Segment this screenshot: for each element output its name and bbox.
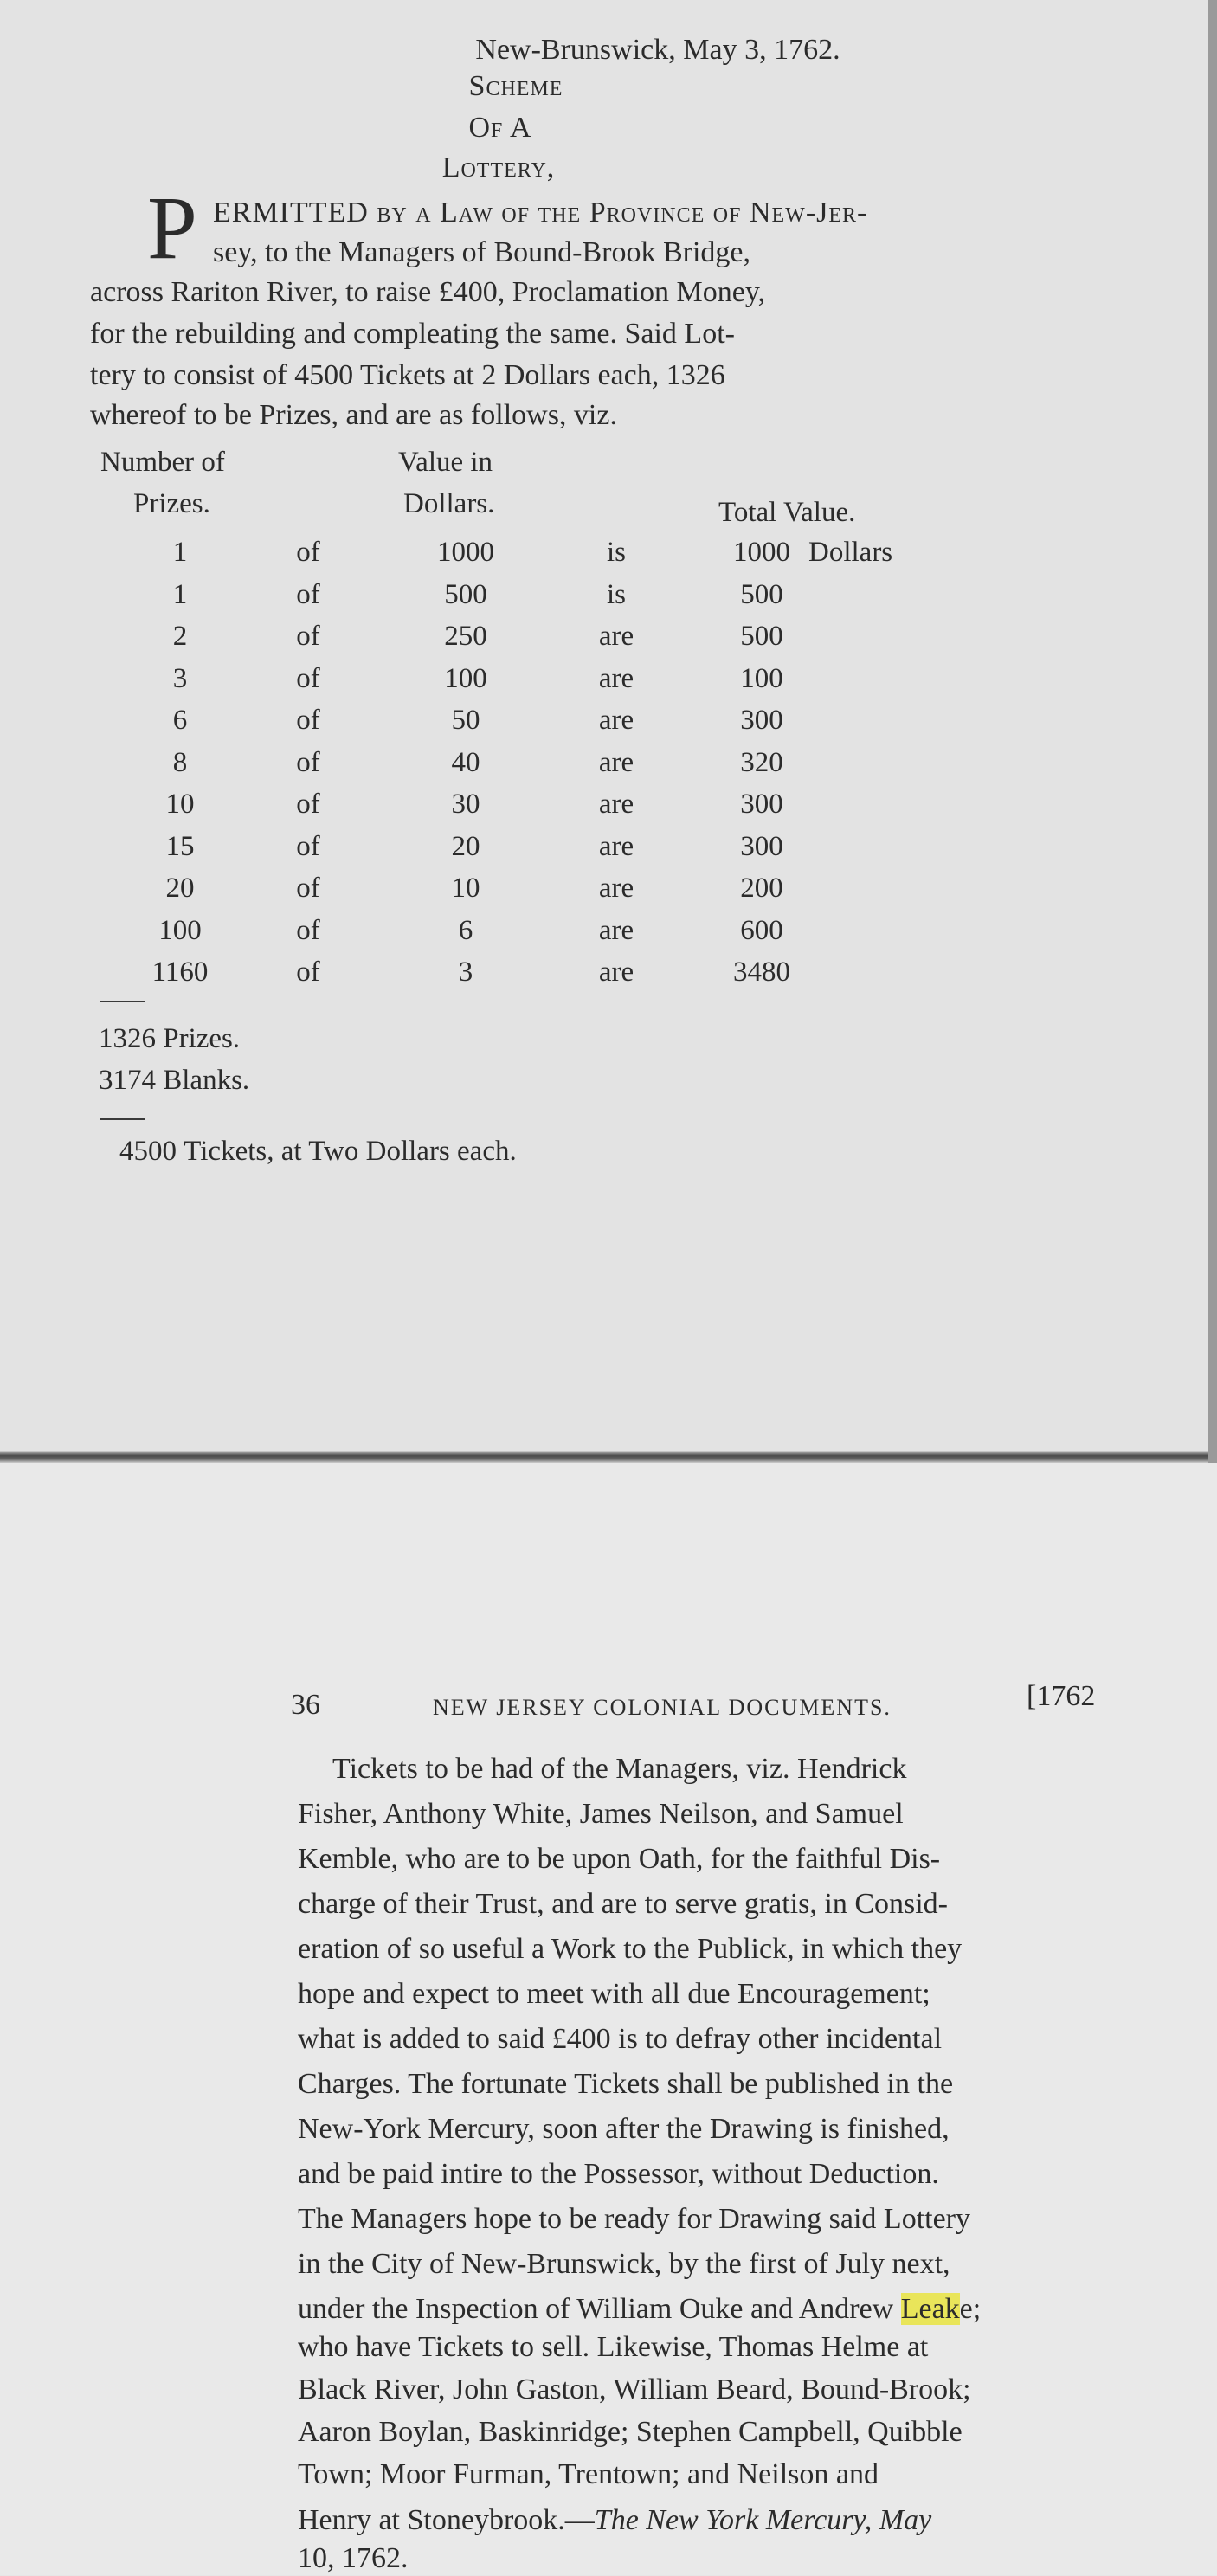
- cell-suffix: Dollars: [808, 537, 893, 568]
- summary-prizes-num: 1326: [99, 1023, 156, 1054]
- page-separator: [0, 1451, 1217, 1463]
- body-line: Black River, John Gaston, William Beard, Bound-Brook;: [298, 2373, 971, 2405]
- body-line: Aaron Boylan, Baskinridge; Stephen Campbell, Quibble: [298, 2416, 963, 2448]
- body-line: Charges. The fortunate Tickets shall be published in the: [298, 2068, 954, 2100]
- source-plain: Henry at Stoneybrook.—: [298, 2504, 595, 2536]
- cell-num: 100: [158, 914, 202, 946]
- cell-verb: is: [606, 537, 627, 568]
- body-line: who have Tickets to sell. Likewise, Thomas Helme at: [298, 2331, 929, 2363]
- header-value-in: Value in: [398, 447, 493, 478]
- header-total-value: Total Value.: [718, 497, 856, 528]
- summary-blanks: [99, 1063, 249, 1098]
- body-line: Fisher, Anthony White, James Neilson, and Samuel: [298, 1798, 904, 1830]
- body-line: what is added to said £400 is to defray other incidental: [298, 2023, 943, 2055]
- cell-value: 6: [458, 914, 473, 946]
- intro-line-2: sey, to the Managers of Bound-Brook Bridge,: [213, 236, 751, 268]
- cell-total: 300: [740, 789, 783, 820]
- summary-blanks-num: 3174: [99, 1065, 156, 1096]
- page-number: 36: [291, 1689, 320, 1721]
- summary-prizes: [99, 1021, 240, 1056]
- cell-of: of: [296, 830, 320, 862]
- cell-num: 6: [172, 705, 188, 736]
- cell-value: 20: [451, 830, 480, 862]
- cell-value: 500: [444, 578, 487, 610]
- cell-of: of: [296, 662, 320, 694]
- running-head: NEW JERSEY COLONIAL DOCUMENTS.: [433, 1695, 892, 1720]
- cell-num: 10: [165, 789, 195, 820]
- body-line: New-York Mercury, soon after the Drawing is finished,: [298, 2113, 950, 2145]
- summary-rule-1: [100, 1001, 145, 1002]
- cell-total: 300: [740, 705, 783, 736]
- cell-verb: are: [598, 873, 634, 904]
- cell-verb: are: [598, 705, 634, 736]
- cell-of: of: [296, 914, 320, 946]
- cell-total: 300: [740, 830, 783, 862]
- title-lottery: Lottery,: [441, 151, 556, 184]
- cell-value: 3: [458, 956, 473, 988]
- highlight-before: under the Inspection of William Ouke and Andrew: [298, 2293, 901, 2325]
- cell-of: of: [296, 705, 320, 736]
- cell-value: 1000: [437, 537, 494, 568]
- total-tickets-num: 4500: [119, 1136, 177, 1167]
- body-line: Kemble, who are to be upon Oath, for the faithful Dis-: [298, 1843, 941, 1875]
- cell-of: of: [296, 578, 320, 610]
- source-italic: The New York Mercury, May: [594, 2504, 932, 2536]
- summary-prizes-label: Prizes.: [163, 1023, 241, 1054]
- cell-total: 200: [740, 873, 783, 904]
- intro-line-1-text: ERMITTED by a Law of the Province of New-Jer-: [213, 196, 868, 229]
- cell-total: 320: [740, 746, 783, 778]
- cell-of: of: [296, 789, 320, 820]
- cell-num: 1: [172, 537, 188, 568]
- intro-line-1: [213, 196, 867, 230]
- dateline: New-Brunswick, May 3, 1762.: [475, 34, 840, 66]
- cell-value: 100: [444, 662, 487, 694]
- body-line: in the City of New-Brunswick, by the first of July next,: [298, 2248, 950, 2280]
- total-tickets-label: Tickets, at Two Dollars each.: [184, 1136, 517, 1167]
- cell-of: of: [296, 956, 320, 988]
- cell-verb: is: [606, 578, 627, 610]
- cell-total: 500: [740, 621, 783, 652]
- cell-num: 20: [165, 873, 195, 904]
- cell-num: 1: [172, 578, 188, 610]
- cell-verb: are: [598, 621, 634, 652]
- header-dollars: Dollars.: [403, 488, 495, 519]
- intro-line-6: whereof to be Prizes, and are as follows, viz.: [90, 399, 617, 431]
- cell-num: 15: [165, 830, 195, 862]
- cell-num: 1160: [151, 956, 209, 988]
- header-number-of: Number of: [100, 447, 225, 478]
- body-line-final: 10, 1762.: [298, 2542, 409, 2574]
- cell-num: 3: [172, 662, 188, 694]
- intro-line-5: tery to consist of 4500 Tickets at 2 Dollars each, 1326: [90, 359, 725, 391]
- body-line: and be paid intire to the Possessor, without Deduction.: [298, 2158, 939, 2190]
- cell-total: 1000: [733, 537, 790, 568]
- cell-verb: are: [598, 662, 634, 694]
- body-line: eration of so useful a Work to the Publick, in which they: [298, 1933, 963, 1965]
- cell-total: 100: [740, 662, 783, 694]
- cell-of: of: [296, 873, 320, 904]
- body-line: Tickets to be had of the Managers, viz. Hendrick: [332, 1753, 907, 1785]
- cell-verb: are: [598, 789, 634, 820]
- total-tickets: [119, 1134, 517, 1169]
- summary-rule-2: [100, 1118, 145, 1120]
- cell-num: 8: [172, 746, 188, 778]
- intro-line-4: for the rebuilding and compleating the same. Said Lot-: [90, 318, 735, 350]
- cell-of: of: [296, 621, 320, 652]
- cell-verb: are: [598, 830, 634, 862]
- cell-num: 2: [172, 621, 188, 652]
- cell-verb: are: [598, 746, 634, 778]
- cell-total: 500: [740, 578, 783, 610]
- cell-verb: are: [598, 914, 634, 946]
- cell-value: 50: [451, 705, 480, 736]
- cell-value: 30: [451, 789, 480, 820]
- title-scheme: Scheme: [468, 70, 563, 102]
- body-line: Town; Moor Furman, Trentown; and Neilson and: [298, 2458, 879, 2490]
- body-line: The Managers hope to be ready for Drawing said Lottery: [298, 2203, 971, 2235]
- body-line: charge of their Trust, and are to serve gratis, in Consid-: [298, 1888, 949, 1920]
- title-of-a: Of A: [468, 112, 532, 144]
- cell-total: 3480: [733, 956, 790, 988]
- page-year: [1762: [1027, 1680, 1096, 1712]
- cell-of: of: [296, 537, 320, 568]
- cell-verb: are: [598, 956, 634, 988]
- cell-value: 10: [451, 873, 480, 904]
- bottom-page: [0, 1463, 1217, 2575]
- highlight-after: e;: [959, 2293, 982, 2325]
- body-line: hope and expect to meet with all due Encouragement;: [298, 1978, 930, 2010]
- search-highlight: Leak: [900, 2293, 960, 2325]
- header-prizes: Prizes.: [133, 488, 210, 519]
- cell-value: 40: [451, 746, 480, 778]
- intro-line-3: across Rariton River, to raise £400, Proclamation Money,: [90, 276, 766, 308]
- summary-blanks-label: Blanks.: [163, 1065, 250, 1096]
- body-line-highlight: [298, 2292, 981, 2327]
- body-line-source: [298, 2503, 931, 2538]
- page-edge-shadow: [1208, 0, 1217, 1463]
- cell-total: 600: [740, 914, 783, 946]
- cell-value: 250: [444, 621, 487, 652]
- cell-of: of: [296, 746, 320, 778]
- drop-cap: P: [147, 178, 197, 278]
